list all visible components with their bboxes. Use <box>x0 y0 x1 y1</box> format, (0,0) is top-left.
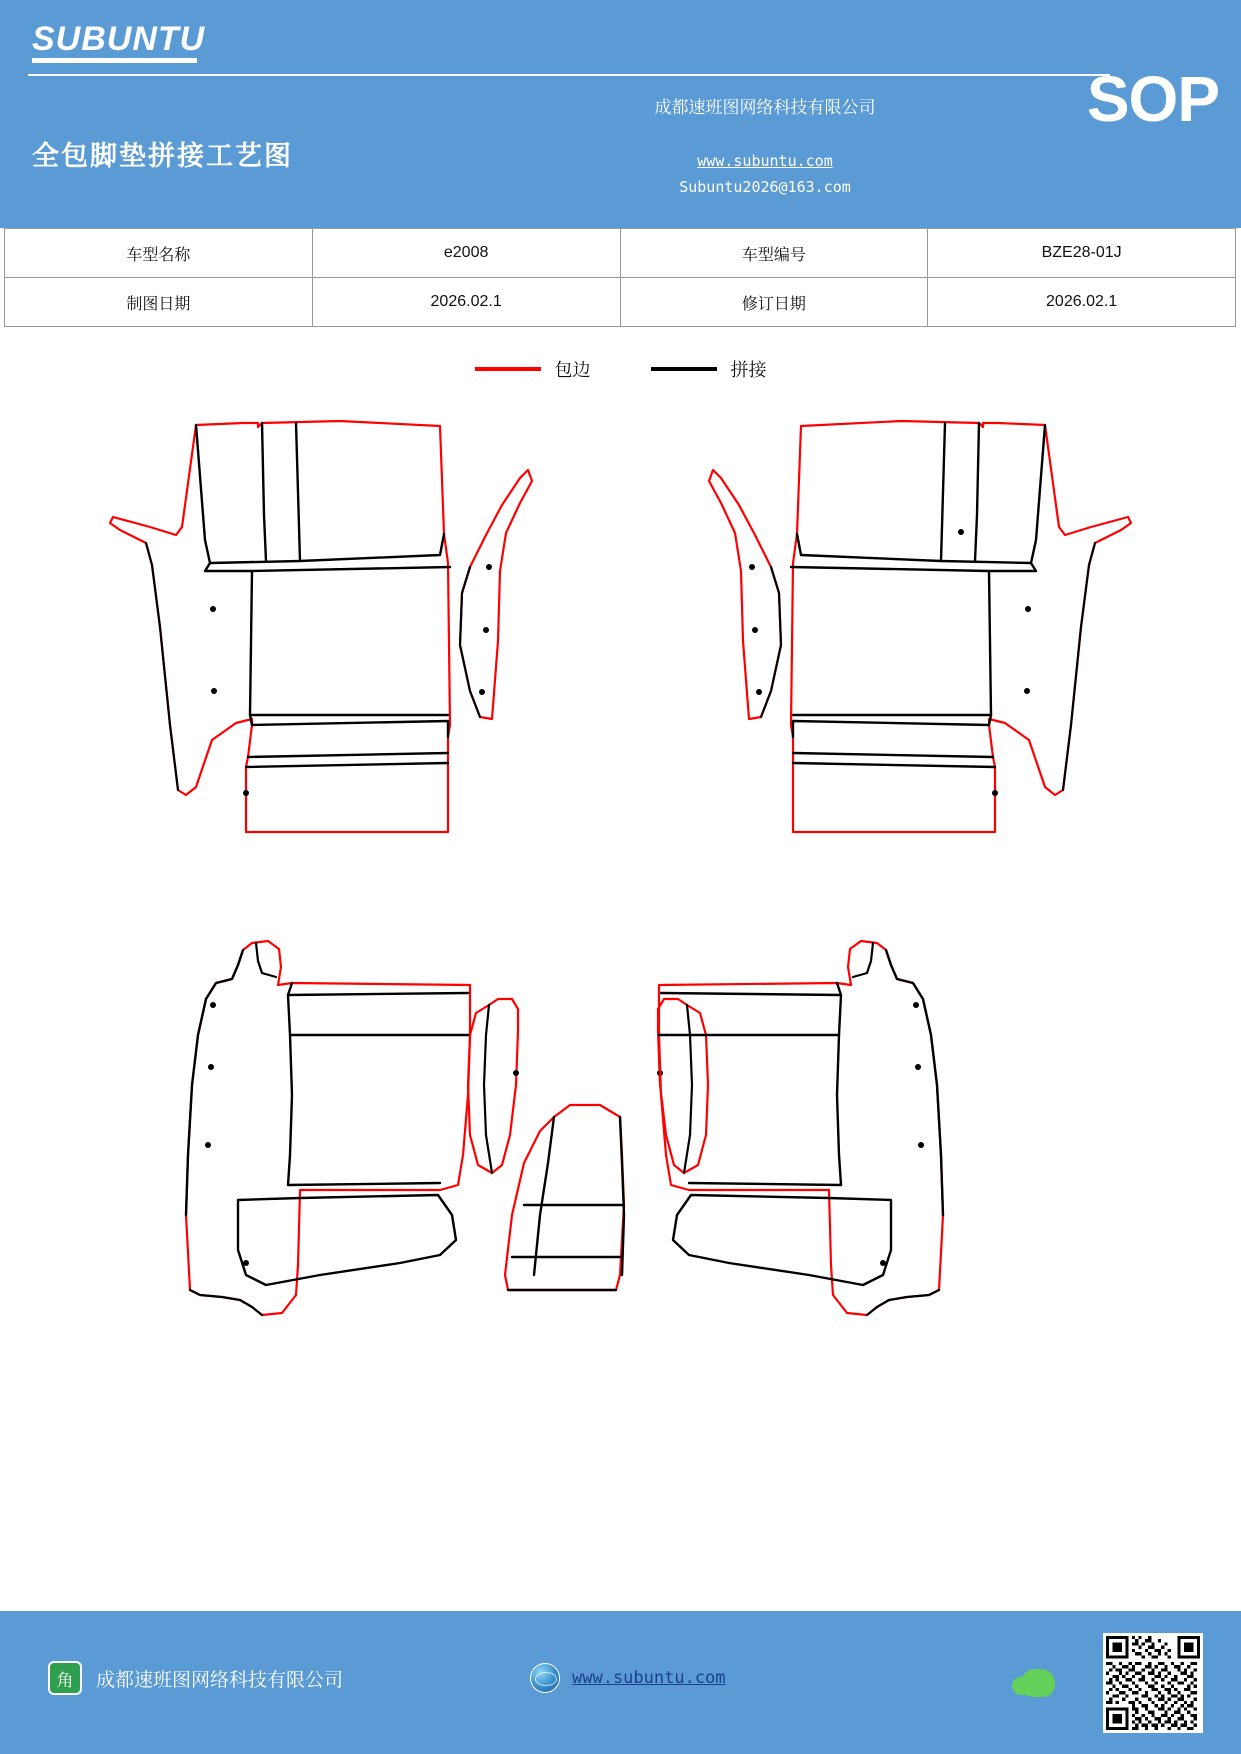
legend-label-edge: 包边 <box>554 360 591 381</box>
legend-item-seam <box>651 356 767 382</box>
legend <box>0 356 1241 382</box>
front-right-mat-group <box>791 421 1131 832</box>
center-tunnel-piece <box>505 1105 624 1290</box>
cell-revision-date-value: 2026.02.1 <box>928 278 1236 327</box>
header-company-name: 成都速班图网络科技有限公司 <box>654 98 876 118</box>
front-left-mat-group <box>110 421 450 832</box>
drawing-svg <box>0 395 1241 1415</box>
header-email: Subuntu2026@163.com <box>679 178 851 196</box>
footer-company <box>48 1661 343 1695</box>
front-left-side-strip <box>460 470 532 719</box>
sop-badge: SOP <box>1086 63 1219 135</box>
cell-model-code-value: BZE28-01J <box>928 229 1236 278</box>
table-row <box>5 229 1236 278</box>
cell-model-code-label: 车型编号 <box>620 229 928 278</box>
legend-item-edge <box>475 356 591 382</box>
brand-underline <box>32 58 197 63</box>
floor-mat-drawing <box>0 395 1241 1415</box>
page-footer <box>0 1611 1241 1754</box>
globe-icon <box>530 1663 560 1693</box>
cell-model-name-value: e2008 <box>312 229 620 278</box>
page-header <box>0 0 1241 228</box>
page-title: 全包脚垫拼接工艺图 <box>32 141 293 172</box>
legend-label-seam: 拼接 <box>730 360 767 381</box>
footer-website-link[interactable]: www.subuntu.com <box>572 1668 726 1688</box>
rear-left-side-strip <box>468 999 519 1173</box>
cell-draw-date-label: 制图日期 <box>5 278 313 327</box>
rear-right-mat-group <box>659 941 943 1315</box>
legend-line-black-icon <box>651 367 717 371</box>
cell-draw-date-value: 2026.02.1 <box>312 278 620 327</box>
wechat-icon <box>1021 1669 1055 1697</box>
company-logo-icon: 角 <box>48 1661 82 1695</box>
table-row <box>5 278 1236 327</box>
front-right-side-strip <box>709 470 781 719</box>
legend-line-red-icon <box>475 367 541 371</box>
qr-code <box>1103 1633 1203 1733</box>
header-divider <box>28 74 1110 76</box>
brand-logo: SUBUNTU <box>32 20 206 58</box>
footer-website[interactable] <box>530 1663 726 1693</box>
cell-model-name-label: 车型名称 <box>5 229 313 278</box>
header-website-link[interactable]: www.subuntu.com <box>697 152 833 170</box>
rear-left-mat-group <box>186 941 470 1315</box>
cell-revision-date-label: 修订日期 <box>620 278 928 327</box>
footer-company-name: 成都速班图网络科技有限公司 <box>96 1668 344 1691</box>
qr-code-svg <box>1106 1636 1200 1730</box>
vehicle-info-table <box>4 228 1236 327</box>
